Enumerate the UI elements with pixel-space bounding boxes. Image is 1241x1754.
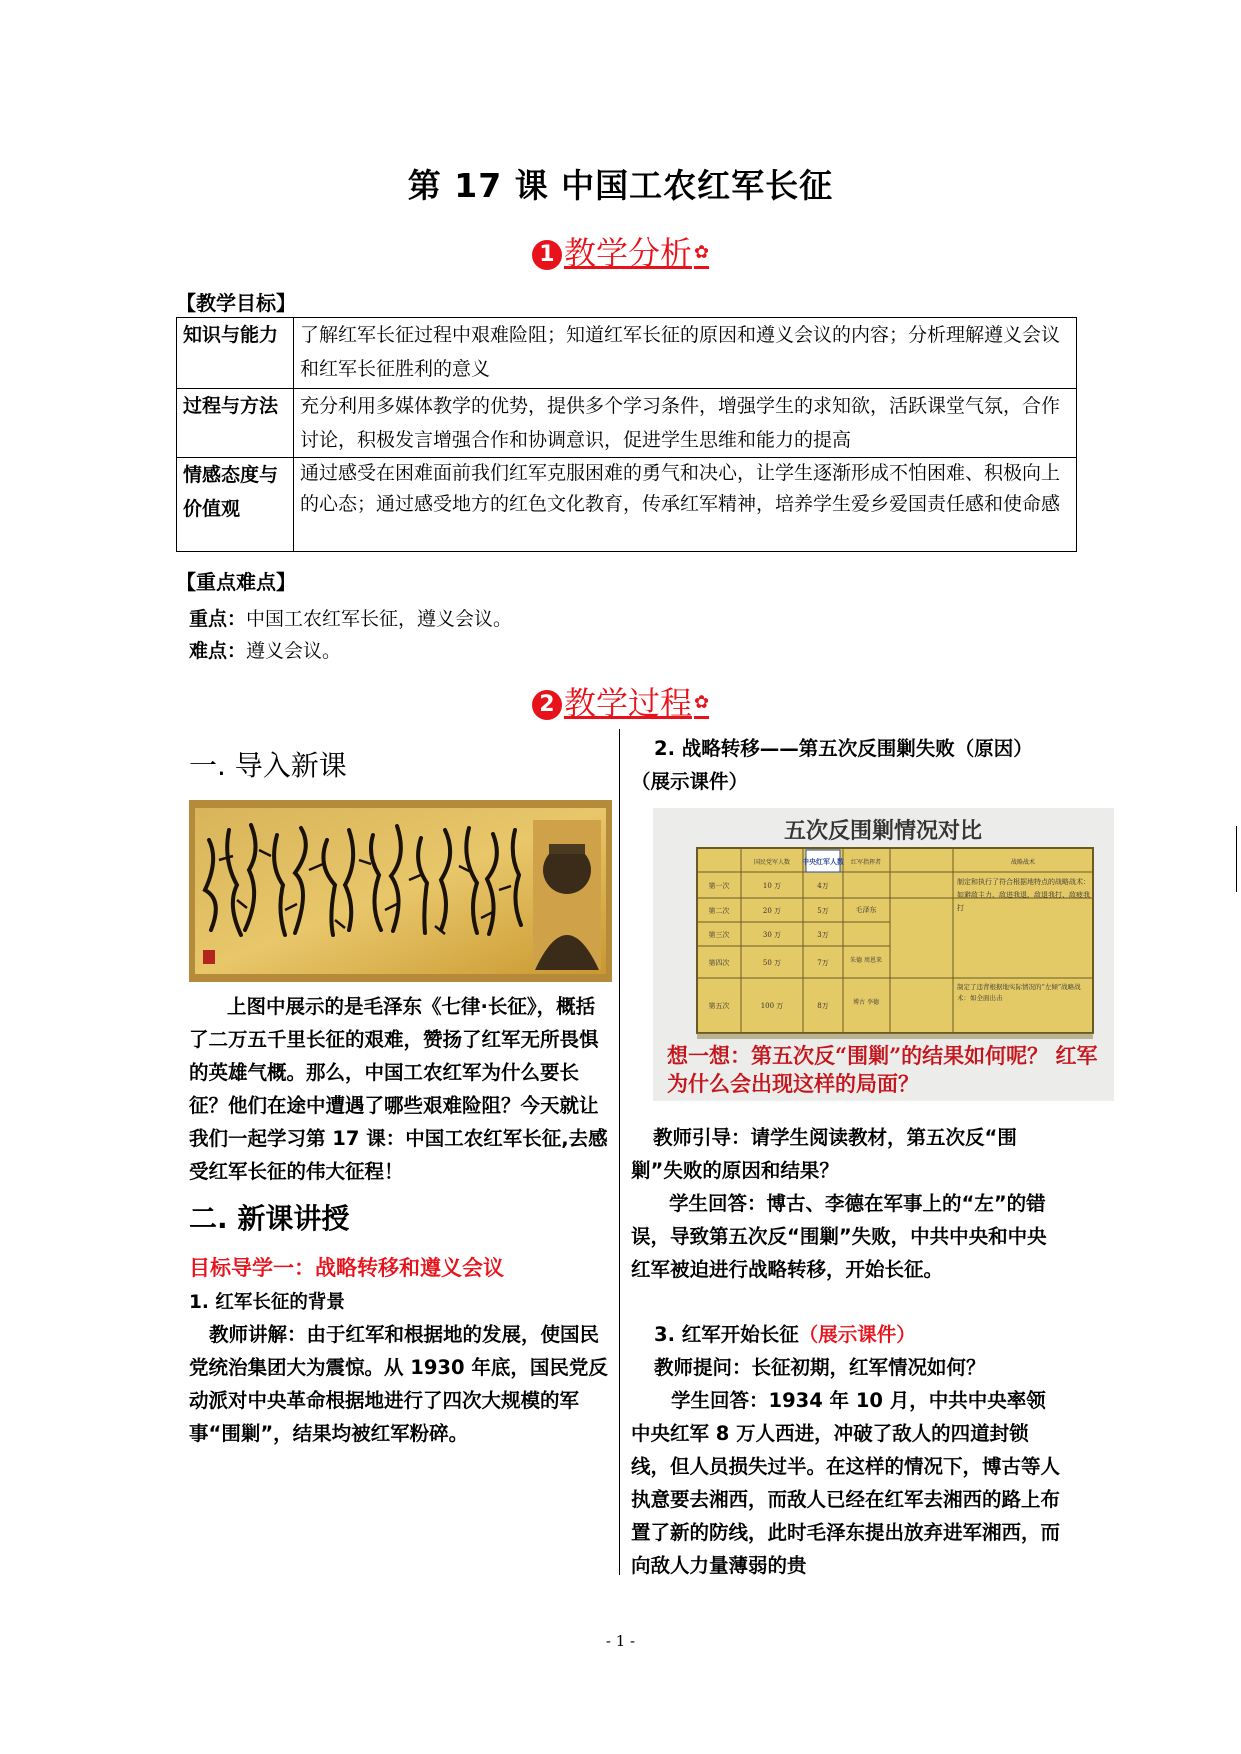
- slide-question: [667, 1042, 1107, 1098]
- slide-title: 五次反围剿情况对比: [783, 818, 983, 844]
- slide-header: 中央红军人数: [802, 857, 844, 866]
- goal-key: 知识与能力: [177, 318, 294, 389]
- difficult-point-label: 难点：: [189, 640, 247, 662]
- section-number-badge: 2: [532, 690, 562, 720]
- flower-icon: ✿: [693, 242, 710, 263]
- teacher-guide: 教师引导：请学生阅读教材，第五次反“围剿”失败的原因和结果？: [631, 1126, 1017, 1182]
- section-teaching-process: [0, 678, 1241, 724]
- key-point-label: 重点：: [189, 608, 247, 630]
- flower-icon: ✿: [693, 692, 710, 713]
- slide-red-count: 7万: [817, 959, 829, 967]
- background-paragraph: 教师讲解：由于红军和根据地的发展，使国民党统治集团大为震惊。从 1930 年底，国民党反动派对中央革命根据地进行了四次大规模的军事“围剿”，结果均被红军粉碎。: [189, 1323, 608, 1445]
- heading-intro: 一. 导入新课: [189, 749, 347, 782]
- difficult-point: [189, 636, 341, 663]
- difficult-point-text: 遵义会议。: [246, 640, 342, 662]
- margin-mark: [1236, 826, 1237, 892]
- goal-text: 了解红军长征过程中艰难险阻；知道红军长征的原因和遵义会议的内容；分析理解遵义会议和红军长征胜利的意义: [294, 318, 1077, 389]
- slide-red-count: 5万: [817, 907, 829, 915]
- slide-header: 红军指挥者: [850, 859, 882, 866]
- slide-tactic: 制定了违背根据地实际情况的“左倾”战略战术：如全面出击: [957, 983, 1081, 1002]
- slide-red-count: 4万: [817, 882, 829, 890]
- section-label: 教学过程: [563, 684, 692, 722]
- calligraphy-graphic: [189, 800, 612, 982]
- subheading-text: 3. 红军开始长征: [654, 1323, 799, 1346]
- teaching-goals-table: [176, 317, 1077, 552]
- keypoints-heading: 【重点难点】: [176, 570, 296, 594]
- goal-key: 过程与方法: [177, 389, 294, 458]
- show-slides-note: （展示课件）: [631, 770, 749, 793]
- section-number-badge: 1: [532, 240, 562, 270]
- slide-gmd-count: 30 万: [762, 931, 782, 939]
- key-point: [189, 604, 512, 631]
- table-row: [177, 318, 1077, 389]
- slide-question-text: 想一想：第五次反“围剿”的结果如何呢？ 红军为什么会出现这样的局面？: [667, 1043, 1098, 1096]
- subheading-strategic-shift: 2. 战略转移——第五次反围剿失败（原因）: [654, 737, 1033, 760]
- slide-gmd-count: 20 万: [762, 907, 782, 915]
- heading-new-lesson: 二. 新课讲授: [189, 1202, 350, 1235]
- teacher-question: 教师提问：长征初期，红军情况如何？: [654, 1356, 986, 1379]
- goal-key: 情感态度与价值观: [177, 458, 294, 552]
- goal-text: 通过感受在困难面前我们红军克服困难的勇气和决心，让学生逐渐形成不怕困难、积极向上的心态；通过感受地方的红色文化教育，传承红军精神，培养学生爱乡爱国责任感和使命感: [294, 458, 1077, 552]
- slide-red-count: 3万: [817, 931, 829, 939]
- column-divider: [619, 729, 620, 1575]
- slide-commander: 毛泽东: [855, 906, 877, 914]
- slide-row-label: 第五次: [708, 1002, 730, 1010]
- table-row: [177, 458, 1077, 552]
- slide-commander: 朱德 周恩来: [850, 957, 882, 964]
- slide-tactic: 制定和执行了符合根据地特点的战略战术：如避敌主力、敌进我退、敌退我打、敌疲我打: [957, 878, 1090, 912]
- slide-row-label: 第二次: [708, 907, 730, 915]
- table-row: [177, 389, 1077, 458]
- goal-text: 充分利用多媒体教学的优势，提供多个学习条件，增强学生的求知欲，活跃课堂气氛，合作讨论，积极发言增强合作和协调意识，促进学生思维和能力的提高: [294, 389, 1077, 458]
- slide-graphic: [653, 808, 1114, 1101]
- key-point-text: 中国工农红军长征，遵义会议。: [246, 608, 513, 630]
- slide-comparison: [653, 808, 1114, 1101]
- slide-commander: 博古 李德: [853, 999, 879, 1006]
- page-number: - 1 -: [605, 1632, 636, 1650]
- goal-guide-1: 目标导学一：战略转移和遵义会议: [189, 1256, 504, 1280]
- goals-heading: 【教学目标】: [176, 291, 296, 315]
- slide-row-label: 第一次: [708, 882, 730, 890]
- section-label: 教学分析: [563, 234, 692, 272]
- slide-gmd-count: 100 万: [760, 1002, 784, 1010]
- subheading-long-march-start: [654, 1318, 916, 1351]
- subheading-background: 1. 红军长征的背景: [189, 1292, 345, 1313]
- slide-header: 战略战术: [1010, 859, 1036, 866]
- slide-row-label: 第四次: [708, 959, 730, 967]
- student-answer-1: 学生回答：博古、李德在军事上的“左”的错误，导致第五次反“围剿”失败，中共中央和中央红军被迫进行战略转移，开始长征。: [631, 1192, 1047, 1281]
- slide-gmd-count: 50 万: [762, 959, 782, 967]
- slide-gmd-count: 10 万: [762, 882, 782, 890]
- show-slides-red: （展示课件）: [798, 1323, 916, 1346]
- section-teaching-analysis: [0, 228, 1241, 274]
- intro-paragraph: 上图中展示的是毛泽东《七律·长征》，概括了二万五千里长征的艰难，赞扬了红军无所畏惧的英雄气概。那么，中国工农红军为什么要长征？他们在途中遭遇了哪些艰难险阻？今天就让我们一起学习第 17 课：中国工农红军长征,去感受红军长征的伟大征程！: [189, 995, 608, 1183]
- calligraphy-image: [189, 800, 612, 982]
- slide-red-count: 8万: [817, 1002, 829, 1010]
- lesson-title: 第 17 课 中国工农红军长征: [407, 166, 834, 205]
- slide-header: 国民党军人数: [753, 859, 791, 866]
- student-answer-2: 学生回答：1934 年 10 月，中共中央率领中央红军 8 万人西进，冲破了敌人的四道封锁线，但人员损失过半。在这样的情况下，博古等人执意要去湘西，而敌人已经在红军去湘西的路上布置了新的防线，此时毛泽东提出放弃进军湘西，而向敌人力量薄弱的贵: [631, 1389, 1061, 1577]
- slide-row-label: 第三次: [708, 931, 730, 939]
